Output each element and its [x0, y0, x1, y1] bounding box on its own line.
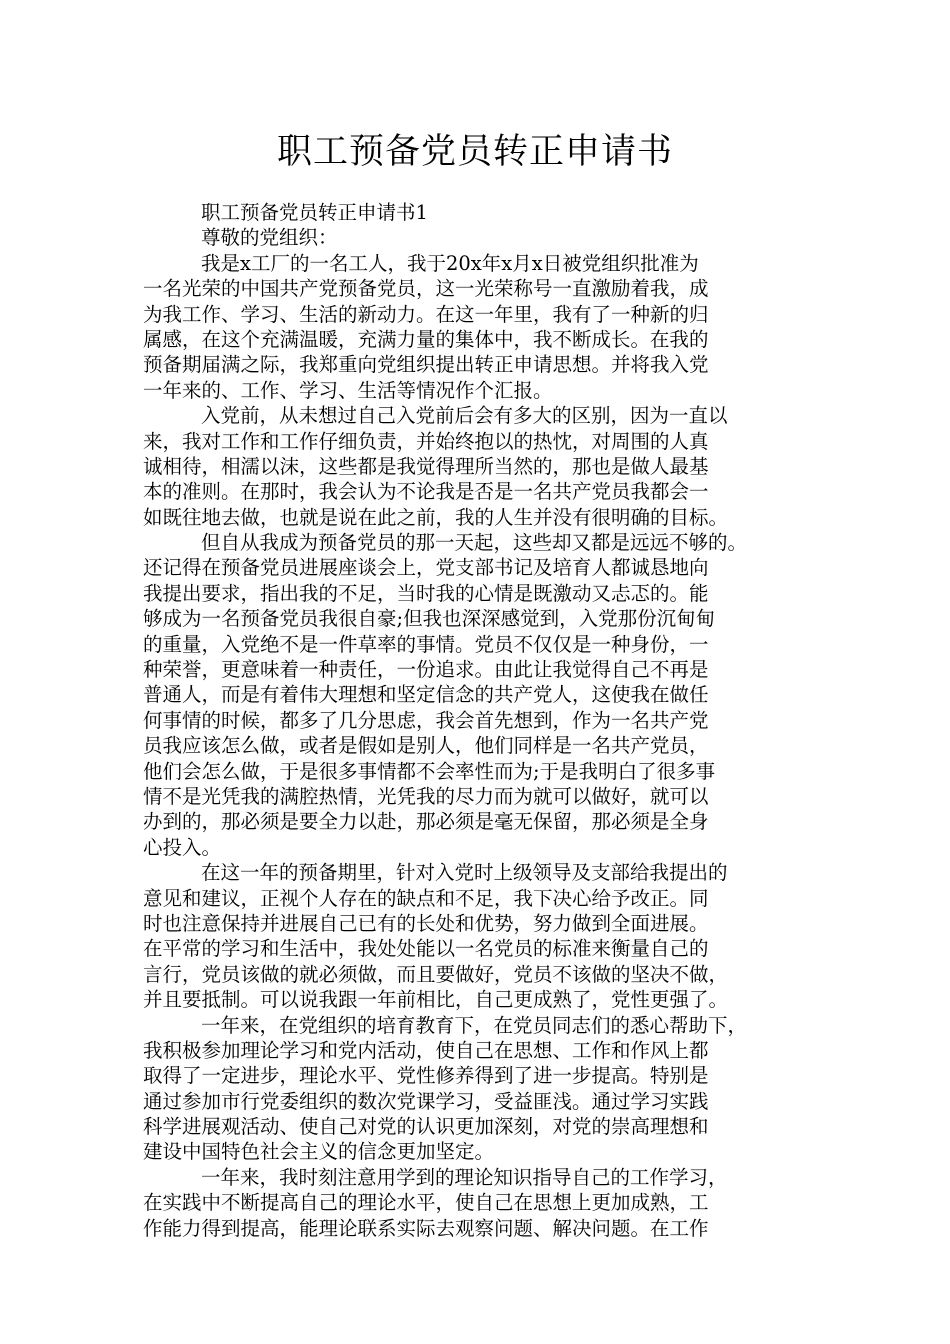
- paragraph-line: 通过参加市行党委组织的数次党课学习，受益匪浅。通过学习实践: [143, 1089, 709, 1113]
- paragraph-line: 如既往地去做，也就是说在此之前，我的人生并没有很明确的目标。: [143, 505, 729, 529]
- paragraph-line: 预备期届满之际，我郑重向党组织提出转正申请思想。并将我入党: [143, 353, 709, 377]
- paragraph-line: 情不是光凭我的满腔热情，光凭我的尽力而为就可以做好，就可以: [143, 784, 709, 808]
- salutation: 尊敬的党组织：: [201, 226, 338, 250]
- paragraph-line: 我提出要求，指出我的不足，当时我的心情是既激动又忐忑的。能: [143, 581, 709, 605]
- document-body: [143, 200, 813, 1241]
- paragraph-line: 一年来，在党组织的培育教育下，在党员同志们的悉心帮助下，: [201, 1013, 748, 1037]
- paragraph-line: 我积极参加理论学习和党内活动，使自己在思想、工作和作风上都: [143, 1038, 709, 1062]
- page-title: 职工预备党员转正申请书: [276, 132, 673, 172]
- paragraph-line: 何事情的时候，都多了几分思虑，我会首先想到，作为一名共产党: [143, 708, 709, 732]
- document-subtitle: 职工预备党员转正申请书1: [201, 201, 428, 224]
- paragraph-line: 并且要抵制。可以说我跟一年前相比，自己更成熟了，党性更强了。: [143, 988, 729, 1012]
- paragraph-line: 还记得在预备党员进展座谈会上，党支部书记及培育人都诚恳地向: [143, 556, 709, 580]
- paragraph-line: 意见和建议，正视个人存在的缺点和不足，我下决心给予改正。同: [143, 886, 709, 910]
- paragraph: [143, 530, 813, 860]
- paragraph-line: 一年来，我时刻注意用学到的理论知识指导自己的工作学习，: [201, 1165, 728, 1189]
- paragraph: [143, 251, 813, 403]
- paragraph: [143, 860, 813, 1012]
- paragraph-line: 办到的，那必须是要全力以赴，那必须是毫无保留，那必须是全身: [143, 810, 709, 834]
- paragraph-line: 入党前，从未想过自己入党前后会有多大的区别，因为一直以: [201, 404, 728, 428]
- paragraph-line: 员我应该怎么做，或者是假如是别人，他们同样是一名共产党员，: [143, 734, 709, 758]
- paragraph-line: 但自从我成为预备党员的那一天起，这些却又都是远远不够的。: [201, 531, 748, 555]
- paragraph: [143, 1013, 813, 1165]
- paragraph-line: 属感，在这个充满温暖，充满力量的集体中，我不断成长。在我的: [143, 327, 709, 351]
- paragraph-line: 心投入。: [143, 835, 222, 859]
- paragraph: [143, 403, 813, 530]
- paragraph-line: 言行，党员该做的就必须做，而且要做好，党员不该做的坚决不做，: [143, 962, 729, 986]
- paragraph-line: 作能力得到提高，能理论联系实际去观察问题、解决问题。在工作: [143, 1216, 709, 1240]
- paragraph-line: 一年来的、工作、学习、生活等情况作个汇报。: [143, 378, 553, 402]
- paragraph-line: 取得了一定进步，理论水平、党性修养得到了进一步提高。特别是: [143, 1064, 709, 1088]
- paragraphs-container: [143, 251, 813, 1241]
- paragraph-line: 时也注意保持并进展自己已有的长处和优势，努力做到全面进展。: [143, 911, 709, 935]
- paragraph-line: 在实践中不断提高自己的理论水平，使自己在思想上更加成熟，工: [143, 1191, 709, 1215]
- paragraph-line: 够成为一名预备党员我很自豪;但我也深深感觉到，入党那份沉甸甸: [143, 607, 716, 631]
- paragraph-line: 的重量，入党绝不是一件草率的事情。党员不仅仅是一种身份，一: [143, 632, 709, 656]
- paragraph-line: 普通人，而是有着伟大理想和坚定信念的共产党人，这使我在做任: [143, 683, 709, 707]
- paragraph-line: 在这一年的预备期里，针对入党时上级领导及支部给我提出的: [201, 861, 728, 885]
- paragraph-line: 我是x工厂的一名工人，我于20x年x月x日被党组织批准为: [201, 251, 699, 275]
- paragraph-line: 科学进展观活动、使自己对党的认识更加深刻，对党的崇高理想和: [143, 1115, 709, 1139]
- paragraph-line: 来，我对工作和工作仔细负责，并始终抱以的热忱，对周围的人真: [143, 429, 709, 453]
- paragraph-line: 本的准则。在那时，我会认为不论我是否是一名共产党员我都会一: [143, 480, 709, 504]
- paragraph-line: 为我工作、学习、生活的新动力。在这一年里，我有了一种新的归: [143, 302, 709, 326]
- paragraph-line: 他们会怎么做，于是很多事情都不会率性而为;于是我明白了很多事: [143, 759, 716, 783]
- paragraph-line: 建设中国特色社会主义的信念更加坚定。: [143, 1140, 495, 1164]
- paragraph-line: 诚相待，相濡以沫，这些都是我觉得理所当然的，那也是做人最基: [143, 454, 709, 478]
- paragraph-line: 种荣誉，更意味着一种责任，一份追求。由此让我觉得自己不再是: [143, 658, 709, 682]
- paragraph: [143, 1165, 813, 1241]
- paragraph-line: 一名光荣的中国共产党预备党员，这一光荣称号一直激励着我，成: [143, 277, 709, 301]
- paragraph-line: 在平常的学习和生活中，我处处能以一名党员的标准来衡量自己的: [143, 937, 709, 961]
